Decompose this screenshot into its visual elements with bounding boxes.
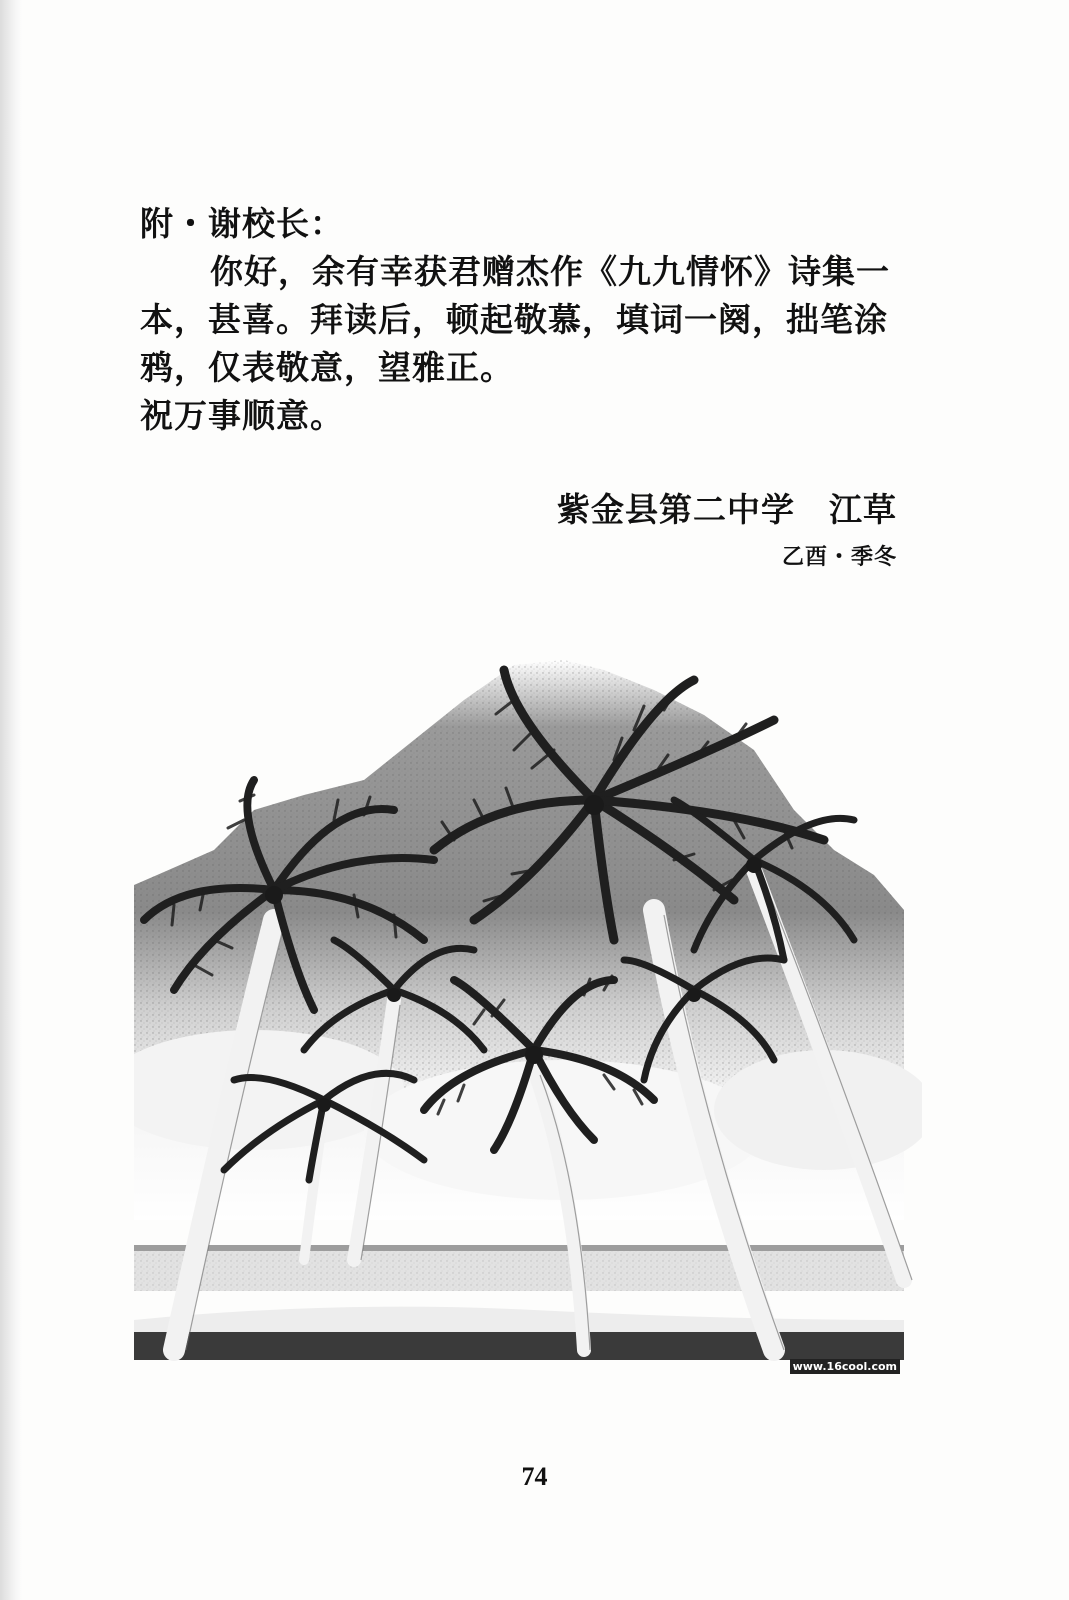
horizon-line bbox=[134, 1245, 904, 1251]
page-number: 74 bbox=[521, 1462, 548, 1491]
signature-author: 紫金县第二中学 江草 bbox=[557, 490, 897, 529]
palm-trees-illustration bbox=[134, 660, 922, 1386]
letter-body: 你好，余有幸获君赠杰作《九九情怀》诗集一本，甚喜。拜读后，顿起敬慕，填词一阕，拙笔涂鸦，仅表敬意，望雅正。 bbox=[140, 252, 890, 387]
photo-watermark: www.16cool.com bbox=[790, 1359, 900, 1374]
letter-salutation: 附・谢校长： bbox=[140, 204, 344, 243]
signature-date: 乙酉・季冬 bbox=[781, 544, 897, 570]
shoreline-shadow bbox=[134, 1332, 904, 1360]
letter-closing: 祝万事顺意。 bbox=[140, 396, 344, 435]
palm-trees-photo bbox=[134, 660, 922, 1386]
scan-shadow bbox=[0, 0, 22, 1600]
letter-text bbox=[140, 200, 930, 440]
